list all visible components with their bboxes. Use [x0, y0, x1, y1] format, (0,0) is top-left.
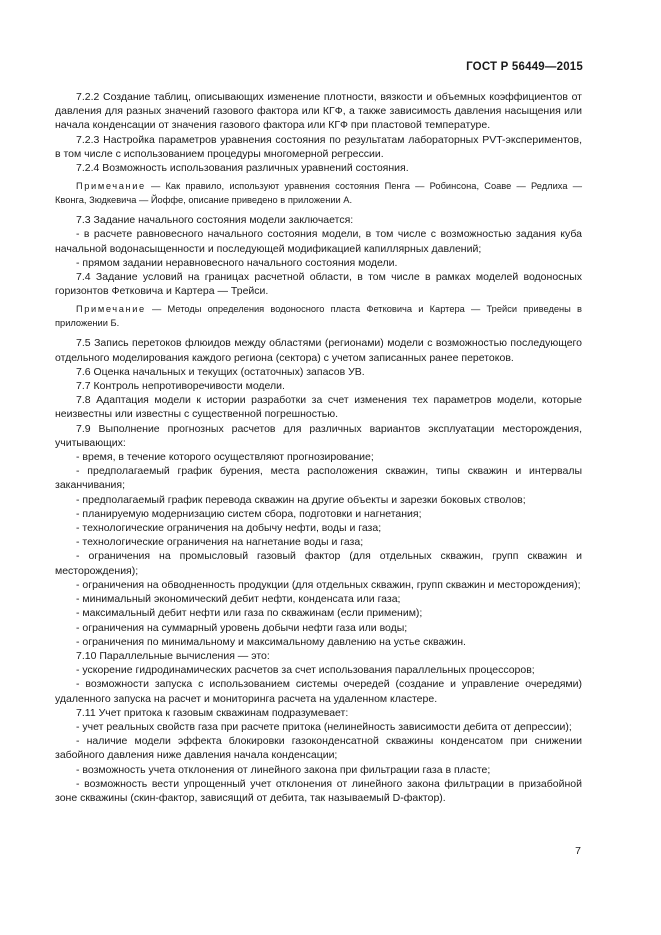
- list-item: - возможность учета отклонения от линейного закона при фильтрации газа в пласте;: [76, 763, 491, 776]
- paragraph-7-6: 7.6 Оценка начальных и текущих (остаточных) запасов УВ.: [76, 365, 365, 378]
- paragraph-7-2-3: 7.2.3 Настройка параметров уравнения состояния по результатам лабораторных PVT-экспериментов, в том числе с использованием процедуры многомерной регрессии.: [55, 133, 582, 160]
- list-item: - в расчете равновесного начального состояния модели, в том числе с возможностью задания куба начальной водонасыщенности и последующей модификацией капиллярных давлений;: [55, 228, 582, 255]
- page-number: 7: [575, 845, 581, 857]
- list-item: - технологические ограничения на нагнетание воды и газа;: [76, 536, 364, 549]
- paragraph-7-7: 7.7 Контроль непротиворечивости модели.: [76, 380, 285, 393]
- note-2: [55, 303, 582, 330]
- list-item: - предполагаемый график бурения, места расположения скважин, типы скважин и интервалы заканчивания;: [55, 465, 582, 492]
- document-code: ГОСТ Р 56449—2015: [466, 61, 583, 73]
- list-item: - ограничения на обводненность продукции (для отдельных скважин, групп скважин и месторождения);: [76, 578, 581, 591]
- paragraph-7-8: 7.8 Адаптация модели к истории разработки за счет изменения тех параметров модели, которые неизвестны или известны с существенной погрешностью.: [55, 394, 582, 421]
- note-label: Примечание: [76, 304, 146, 315]
- list-item: - прямом задании неравновесного начального состояния модели.: [76, 256, 398, 269]
- list-item: - ограничения на промысловый газовый фактор (для отдельных скважин, групп скважин и месторождения);: [55, 550, 582, 577]
- list-item: - ограничения на суммарный уровень добычи нефти газа или воды;: [76, 621, 408, 634]
- page-body: [55, 90, 582, 805]
- paragraph-7-5: 7.5 Запись перетоков флюидов между областями (регионами) модели с возможностью последующего отдельного моделирования каждого региона (сектора) с учетом записанных ранее перетоков.: [55, 337, 582, 364]
- paragraph-7-2-2: 7.2.2 Создание таблиц, описывающих изменение плотности, вязкости и объемных коэффициентов от давления для разных значений газового фактора или КГФ, а также зависимость давления насыщения или начала конденсации от значения газового фактора или КГФ при пластовой температуре.: [55, 91, 582, 132]
- paragraph-7-10: 7.10 Параллельные вычисления — это:: [76, 649, 270, 662]
- list-item: - минимальный экономический дебит нефти, конденсата или газа;: [76, 593, 401, 606]
- paragraph-7-4: 7.4 Задание условий на границах расчетной области, в том числе в рамках моделей водоносных горизонтов Фетковича и Картера — Трейси.: [55, 271, 582, 298]
- paragraph-7-11: 7.11 Учет притока к газовым скважинам подразумевает:: [76, 706, 349, 719]
- list-item: - ограничения по минимальному и максимальному давлению на устье скважин.: [76, 635, 466, 648]
- note-text: — Методы определения водоносного пласта Фетковича и Картера — Трейси приведены в приложении Б.: [55, 304, 582, 328]
- list-item: - учет реальных свойств газа при расчете притока (нелинейность зависимости дебита от депрессии);: [76, 720, 572, 733]
- list-item: - ускорение гидродинамических расчетов за счет использования параллельных процессоров;: [76, 664, 535, 677]
- paragraph-7-2-4: 7.2.4 Возможность использования различных уравнений состояния.: [76, 162, 409, 175]
- note-1: [55, 180, 582, 207]
- list-item: - возможность вести упрощенный учет отклонения от линейного закона фильтрации в призабойной зоне скважины (скин-фактор, зависящий от дебита, так называемый D-фактор).: [55, 777, 582, 804]
- note-text: — Как правило, используют уравнения состояния Пенга — Робинсона, Соаве — Редлиха — Квонга, Зюдкевича — Йоффе, описание приведено в приложении А.: [55, 181, 582, 205]
- list-item: - возможности запуска с использованием системы очередей (создание и управление очередями) удаленного запуска на расчет и мониторинга расчета на удаленном кластере.: [55, 678, 582, 705]
- note-label: Примечание: [76, 181, 146, 192]
- list-item: - планируемую модернизацию систем сбора, подготовки и нагнетания;: [76, 507, 422, 520]
- list-item: - предполагаемый график перевода скважин на другие объекты и зарезки боковых стволов;: [76, 493, 526, 506]
- list-item: - технологические ограничения на добычу нефти, воды и газа;: [76, 522, 382, 535]
- paragraph-7-3: 7.3 Задание начального состояния модели заключается:: [76, 214, 354, 227]
- paragraph-7-9: 7.9 Выполнение прогнозных расчетов для различных вариантов эксплуатации месторождения, учитывающих:: [55, 422, 582, 449]
- list-item: - наличие модели эффекта блокировки газоконденсатной скважины конденсатом при снижении забойного давления ниже давления начала конденсации;: [55, 735, 582, 762]
- list-item: - время, в течение которого осуществляют прогнозирование;: [76, 451, 374, 464]
- list-item: - максимальный дебит нефти или газа по скважинам (если применим);: [76, 607, 423, 620]
